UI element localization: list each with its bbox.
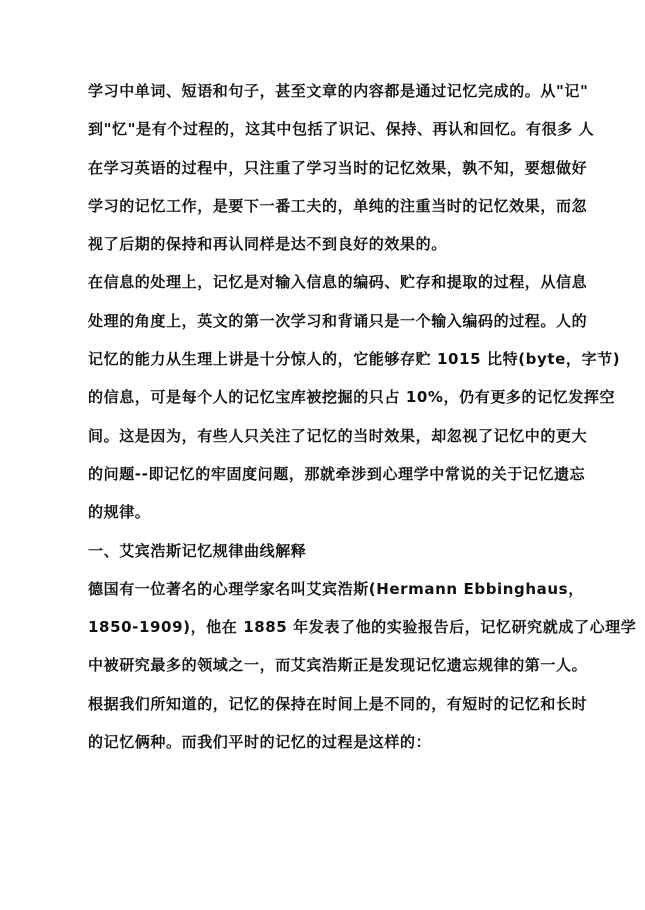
paragraph-memory-process bbox=[88, 72, 625, 263]
text-line: 处理的角度上，英文的第一次学习和背诵只是一个输入编码的过程。人的 bbox=[88, 311, 588, 330]
text-line: 在信息的处理上，记忆是对输入信息的编码、贮存和提取的过程，从信息 bbox=[88, 273, 588, 292]
paragraph-information-processing bbox=[88, 263, 625, 531]
paragraph-ebbinghaus bbox=[88, 570, 637, 761]
text-line: 记忆的能力从生理上讲是十分惊人的，它能够存贮 1015 比特(byte，字节) bbox=[88, 350, 621, 369]
text-line: 根据我们所知道的，记忆的保持在时间上是不同的，有短时的记忆和长时 bbox=[88, 694, 588, 713]
text-line: 的信息，可是每个人的记忆宝库被挖掘的只占 10%，仍有更多的记忆发挥空 bbox=[88, 388, 616, 407]
text-line: 视了后期的保持和再认同样是达不到良好的效果的。 bbox=[88, 235, 447, 254]
text-line: 德国有一位著名的心理学家名叫艾宾浩斯(Hermann Ebbinghaus， bbox=[88, 579, 584, 598]
text-line: 的规律。 bbox=[88, 503, 151, 522]
text-line: 的记忆俩种。而我们平时的记忆的过程是这样的： bbox=[88, 733, 432, 752]
section-heading: 一、艾宾浩斯记忆规律曲线解释 bbox=[88, 541, 307, 560]
text-line: 到"忆"是有个过程的，这其中包括了识记、保持、再认和回忆。有很多 人 bbox=[88, 120, 595, 139]
text-line: 间。这是因为，有些人只关注了记忆的当时效果，却忽视了记忆中的更大 bbox=[88, 426, 588, 445]
text-line: 的问题--即记忆的牢固度问题，那就牵涉到心理学中常说的关于记忆遗忘 bbox=[88, 464, 586, 483]
text-line: 学习中单词、短语和句子，甚至文章的内容都是通过记忆完成的。从"记" bbox=[88, 82, 589, 100]
document-page bbox=[88, 72, 637, 761]
text-line: 学习的记忆工作，是要下一番工夫的，单纯的注重当时的记忆效果，而忽 bbox=[88, 196, 588, 215]
text-line: 中被研究最多的领域之一，而艾宾浩斯正是发现记忆遗忘规律的第一人。 bbox=[88, 656, 588, 675]
text-line: 1850-1909)，他在 1885 年发表了他的实验报告后，记忆研究就成了心理学 bbox=[88, 618, 637, 637]
text-line: 在学习英语的过程中，只注重了学习当时的记忆效果，孰不知，要想做好 bbox=[88, 158, 588, 177]
